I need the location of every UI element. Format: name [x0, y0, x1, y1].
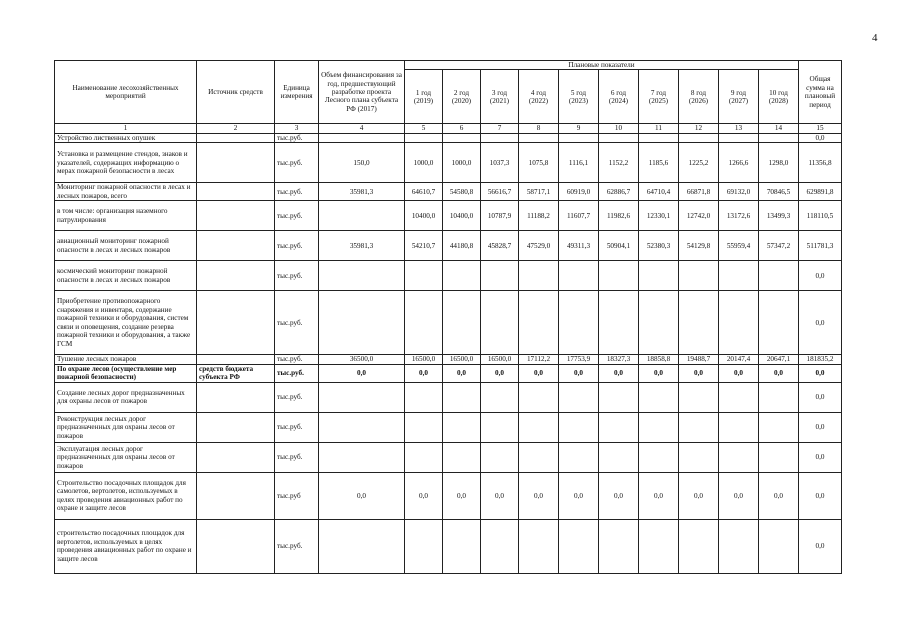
row-value: 0,0 — [599, 364, 639, 382]
row-unit: тыс.руб. — [275, 201, 319, 231]
page-number: 4 — [872, 32, 878, 44]
row-value: 49311,3 — [559, 231, 599, 261]
row-value: 0,0 — [481, 472, 519, 519]
row-value — [679, 382, 719, 412]
row-source — [197, 143, 275, 183]
row-value: 11607,7 — [559, 201, 599, 231]
header-source: Источник средств — [197, 61, 275, 124]
column-number: 2 — [197, 124, 275, 133]
row-name: Реконструкция лесных дорог предназначенных для охраны лесов от пожаров — [55, 412, 197, 442]
row-volume: 0,0 — [319, 472, 405, 519]
header-year: 8 год (2026) — [679, 70, 719, 124]
row-value — [719, 382, 759, 412]
row-value: 1037,3 — [481, 143, 519, 183]
column-number: 5 — [405, 124, 443, 133]
row-value: 58717,1 — [519, 183, 559, 201]
row-source — [197, 133, 275, 142]
row-value — [599, 261, 639, 291]
row-total: 11356,8 — [799, 143, 842, 183]
row-value — [405, 291, 443, 355]
row-total: 0,0 — [799, 382, 842, 412]
row-total: 511781,3 — [799, 231, 842, 261]
row-value: 0,0 — [719, 364, 759, 382]
row-volume: 150,0 — [319, 143, 405, 183]
column-number: 10 — [599, 124, 639, 133]
row-value — [405, 519, 443, 573]
row-value: 0,0 — [759, 472, 799, 519]
row-source — [197, 442, 275, 472]
row-value — [559, 133, 599, 142]
row-total: 0,0 — [799, 442, 842, 472]
row-unit: тыс.руб. — [275, 291, 319, 355]
row-value: 0,0 — [559, 472, 599, 519]
row-value: 64710,4 — [639, 183, 679, 201]
row-source — [197, 231, 275, 261]
row-value — [481, 519, 519, 573]
row-unit: тыс.руб. — [275, 442, 319, 472]
row-value — [679, 133, 719, 142]
row-value: 0,0 — [519, 472, 559, 519]
row-value — [481, 133, 519, 142]
column-number: 11 — [639, 124, 679, 133]
row-value — [559, 412, 599, 442]
row-value — [599, 382, 639, 412]
row-value — [519, 519, 559, 573]
row-total: 118110,5 — [799, 201, 842, 231]
row-value — [443, 412, 481, 442]
row-value: 60919,0 — [559, 183, 599, 201]
row-value — [679, 519, 719, 573]
row-volume — [319, 442, 405, 472]
row-value: 54129,8 — [679, 231, 719, 261]
row-value — [405, 382, 443, 412]
header-year: 3 год (2021) — [481, 70, 519, 124]
row-value — [639, 382, 679, 412]
row-name: Эксплуатация лесных дорог предназначенных для охраны лесов от пожаров — [55, 442, 197, 472]
row-value — [443, 261, 481, 291]
row-value — [519, 261, 559, 291]
row-value — [639, 291, 679, 355]
table-row — [55, 519, 842, 573]
header-year: 6 год (2024) — [599, 70, 639, 124]
row-value: 0,0 — [679, 472, 719, 519]
table-row — [55, 231, 842, 261]
row-value: 13499,3 — [759, 201, 799, 231]
row-value: 11982,6 — [599, 201, 639, 231]
row-value: 18327,3 — [599, 355, 639, 364]
row-name: строительство посадочных площадок для вертолетов, используемых в целях проведения авиационных работ по охране и защите лесов — [55, 519, 197, 573]
row-value: 20647,1 — [759, 355, 799, 364]
row-volume: 0,0 — [319, 364, 405, 382]
header-year: 4 год (2022) — [519, 70, 559, 124]
row-value: 1298,0 — [759, 143, 799, 183]
row-value — [679, 291, 719, 355]
row-value: 16500,0 — [405, 355, 443, 364]
row-value — [639, 519, 679, 573]
row-value — [405, 133, 443, 142]
row-value — [599, 412, 639, 442]
row-value — [519, 442, 559, 472]
table-row — [55, 355, 842, 364]
row-value: 57347,2 — [759, 231, 799, 261]
row-value — [759, 412, 799, 442]
row-value — [405, 412, 443, 442]
header-volume: Объем финансирования за год, предшествующий разработке проекта Лесного плана субъекта РФ (2017) — [319, 61, 405, 124]
row-value — [481, 291, 519, 355]
row-value: 18858,8 — [639, 355, 679, 364]
row-name: Строительство посадочных площадок для самолетов, вертолетов, используемых в целях проведения авиационных работ по охране и защите лесов — [55, 472, 197, 519]
row-value — [519, 382, 559, 412]
row-value — [759, 291, 799, 355]
row-value — [599, 133, 639, 142]
row-volume: 36500,0 — [319, 355, 405, 364]
row-volume — [319, 412, 405, 442]
row-value: 62886,7 — [599, 183, 639, 201]
table-row — [55, 143, 842, 183]
table-row — [55, 382, 842, 412]
table-row — [55, 291, 842, 355]
row-value — [759, 519, 799, 573]
row-value — [559, 291, 599, 355]
row-name: Тушение лесных пожаров — [55, 355, 197, 364]
column-number: 12 — [679, 124, 719, 133]
row-value — [639, 261, 679, 291]
row-total: 0,0 — [799, 291, 842, 355]
row-unit: тыс.руб. — [275, 133, 319, 142]
row-value — [759, 261, 799, 291]
table-row — [55, 201, 842, 231]
column-number: 8 — [519, 124, 559, 133]
row-value: 52380,3 — [639, 231, 679, 261]
row-value — [719, 442, 759, 472]
row-volume: 35981,3 — [319, 183, 405, 201]
row-total: 0,0 — [799, 261, 842, 291]
row-value — [559, 261, 599, 291]
row-value: 10400,0 — [443, 201, 481, 231]
row-value: 0,0 — [599, 472, 639, 519]
column-number: 7 — [481, 124, 519, 133]
row-value: 54580,8 — [443, 183, 481, 201]
row-value — [405, 442, 443, 472]
row-total: 0,0 — [799, 364, 842, 382]
row-value: 10400,0 — [405, 201, 443, 231]
header-total: Общая сумма на плановый период — [799, 61, 842, 124]
row-value — [759, 382, 799, 412]
row-value: 0,0 — [679, 364, 719, 382]
column-number: 9 — [559, 124, 599, 133]
row-value: 0,0 — [639, 364, 679, 382]
row-value: 12742,0 — [679, 201, 719, 231]
row-source — [197, 519, 275, 573]
row-value: 45828,7 — [481, 231, 519, 261]
row-total: 0,0 — [799, 133, 842, 142]
table-row — [55, 472, 842, 519]
row-value — [759, 442, 799, 472]
row-unit: тыс.руб. — [275, 355, 319, 364]
row-value: 17112,2 — [519, 355, 559, 364]
row-unit: тыс.руб. — [275, 183, 319, 201]
row-value: 11188,2 — [519, 201, 559, 231]
row-value: 1000,0 — [443, 143, 481, 183]
row-value: 13172,6 — [719, 201, 759, 231]
row-value: 0,0 — [759, 364, 799, 382]
row-value — [519, 412, 559, 442]
row-source: средств бюджета субъекта РФ — [197, 364, 275, 382]
column-number: 4 — [319, 124, 405, 133]
row-name: космический мониторинг пожарной опасности в лесах и лесных пожаров — [55, 261, 197, 291]
row-value — [481, 261, 519, 291]
row-value: 55959,4 — [719, 231, 759, 261]
row-value: 1185,6 — [639, 143, 679, 183]
row-value — [443, 291, 481, 355]
column-number: 6 — [443, 124, 481, 133]
row-value: 64610,7 — [405, 183, 443, 201]
header-year: 5 год (2023) — [559, 70, 599, 124]
row-value: 1000,0 — [405, 143, 443, 183]
row-name: По охране лесов (осуществление мер пожарной безопасности) — [55, 364, 197, 382]
row-value: 0,0 — [405, 364, 443, 382]
row-value: 0,0 — [719, 472, 759, 519]
row-unit: тыс.руб. — [275, 382, 319, 412]
row-value: 0,0 — [443, 472, 481, 519]
row-source — [197, 261, 275, 291]
row-volume — [319, 519, 405, 573]
row-name: Мониторинг пожарной опасности в лесах и лесных пожаров, всего — [55, 183, 197, 201]
row-value: 47529,0 — [519, 231, 559, 261]
row-unit: тыс.руб. — [275, 261, 319, 291]
header-year: 1 год (2019) — [405, 70, 443, 124]
row-name: Создание лесных дорог предназначенных для охраны лесов от пожаров — [55, 382, 197, 412]
row-value: 0,0 — [559, 364, 599, 382]
row-volume — [319, 201, 405, 231]
header-year: 7 год (2025) — [639, 70, 679, 124]
row-unit: тыс.руб. — [275, 364, 319, 382]
column-number: 1 — [55, 124, 197, 133]
row-value — [481, 412, 519, 442]
row-value: 54210,7 — [405, 231, 443, 261]
row-unit: тыс.руб. — [275, 231, 319, 261]
header-year: 9 год (2027) — [719, 70, 759, 124]
row-value — [519, 291, 559, 355]
row-value: 0,0 — [519, 364, 559, 382]
row-name: в том числе: организация наземного патрулирования — [55, 201, 197, 231]
row-value — [679, 412, 719, 442]
row-value: 56616,7 — [481, 183, 519, 201]
row-value: 12330,1 — [639, 201, 679, 231]
header-year: 2 год (2020) — [443, 70, 481, 124]
row-value — [481, 442, 519, 472]
row-value — [443, 133, 481, 142]
row-name: Установка и размещение стендов, знаков и указателей, содержащих информацию о мерах пожарной безопасности в лесах — [55, 143, 197, 183]
row-value — [719, 133, 759, 142]
row-source — [197, 291, 275, 355]
column-number: 13 — [719, 124, 759, 133]
column-number: 3 — [275, 124, 319, 133]
row-value: 1225,2 — [679, 143, 719, 183]
row-value: 19488,7 — [679, 355, 719, 364]
column-number: 14 — [759, 124, 799, 133]
row-value: 50904,1 — [599, 231, 639, 261]
row-value — [759, 133, 799, 142]
row-volume — [319, 382, 405, 412]
row-volume — [319, 133, 405, 142]
row-volume: 35981,3 — [319, 231, 405, 261]
row-total: 181835,2 — [799, 355, 842, 364]
row-source — [197, 183, 275, 201]
table-row — [55, 442, 842, 472]
row-value — [559, 442, 599, 472]
row-name: авиационный мониторинг пожарной опасности в лесах и лесных пожаров — [55, 231, 197, 261]
row-value — [719, 519, 759, 573]
row-value: 16500,0 — [481, 355, 519, 364]
row-value: 0,0 — [443, 364, 481, 382]
row-source — [197, 412, 275, 442]
row-value — [599, 519, 639, 573]
table-row — [55, 183, 842, 201]
row-unit: тыс.руб. — [275, 143, 319, 183]
row-name: Устройство лиственных опушек — [55, 133, 197, 142]
row-value — [679, 442, 719, 472]
row-value: 70846,5 — [759, 183, 799, 201]
row-total: 629891,8 — [799, 183, 842, 201]
row-source — [197, 382, 275, 412]
table-row — [55, 133, 842, 142]
row-value: 20147,4 — [719, 355, 759, 364]
row-value — [405, 261, 443, 291]
row-value — [639, 412, 679, 442]
row-value: 0,0 — [481, 364, 519, 382]
row-volume — [319, 261, 405, 291]
row-value — [599, 291, 639, 355]
row-volume — [319, 291, 405, 355]
row-source — [197, 472, 275, 519]
row-unit: тыс.руб. — [275, 519, 319, 573]
row-value: 1116,1 — [559, 143, 599, 183]
row-value — [481, 382, 519, 412]
row-value — [559, 519, 599, 573]
row-value — [639, 442, 679, 472]
header-name: Наименование лесохозяйственных мероприятий — [55, 61, 197, 124]
row-value: 17753,9 — [559, 355, 599, 364]
row-value — [559, 382, 599, 412]
column-number: 15 — [799, 124, 842, 133]
row-value — [519, 133, 559, 142]
forest-fire-protection-table — [54, 60, 842, 574]
row-unit: тыс.руб. — [275, 412, 319, 442]
header-year: 10 год (2028) — [759, 70, 799, 124]
row-value: 0,0 — [405, 472, 443, 519]
row-value: 1152,2 — [599, 143, 639, 183]
row-total: 0,0 — [799, 519, 842, 573]
row-source — [197, 355, 275, 364]
row-value — [443, 382, 481, 412]
table-row — [55, 412, 842, 442]
row-source — [197, 201, 275, 231]
row-value — [443, 519, 481, 573]
header-unit: Единица измерения — [275, 61, 319, 124]
header-planned: Плановые показатели — [405, 61, 799, 70]
row-value — [719, 412, 759, 442]
row-value — [719, 261, 759, 291]
table-row — [55, 261, 842, 291]
row-value: 10787,9 — [481, 201, 519, 231]
row-unit: тыс.руб — [275, 472, 319, 519]
row-value — [599, 442, 639, 472]
row-value: 66871,8 — [679, 183, 719, 201]
row-value: 69132,0 — [719, 183, 759, 201]
row-value: 0,0 — [639, 472, 679, 519]
row-value: 16500,0 — [443, 355, 481, 364]
row-value: 44180,8 — [443, 231, 481, 261]
row-value: 1075,8 — [519, 143, 559, 183]
row-value — [443, 442, 481, 472]
row-value — [679, 261, 719, 291]
row-name: Приобретение противопожарного снаряжения и инвентаря, содержание пожарной техники и оборудования, систем связи и оповещения, создание резерва пожарной техники и оборудования, а также ГСМ — [55, 291, 197, 355]
row-total: 0,0 — [799, 472, 842, 519]
row-value — [719, 291, 759, 355]
row-value — [639, 133, 679, 142]
table-row — [55, 364, 842, 382]
row-value: 1266,6 — [719, 143, 759, 183]
row-total: 0,0 — [799, 412, 842, 442]
